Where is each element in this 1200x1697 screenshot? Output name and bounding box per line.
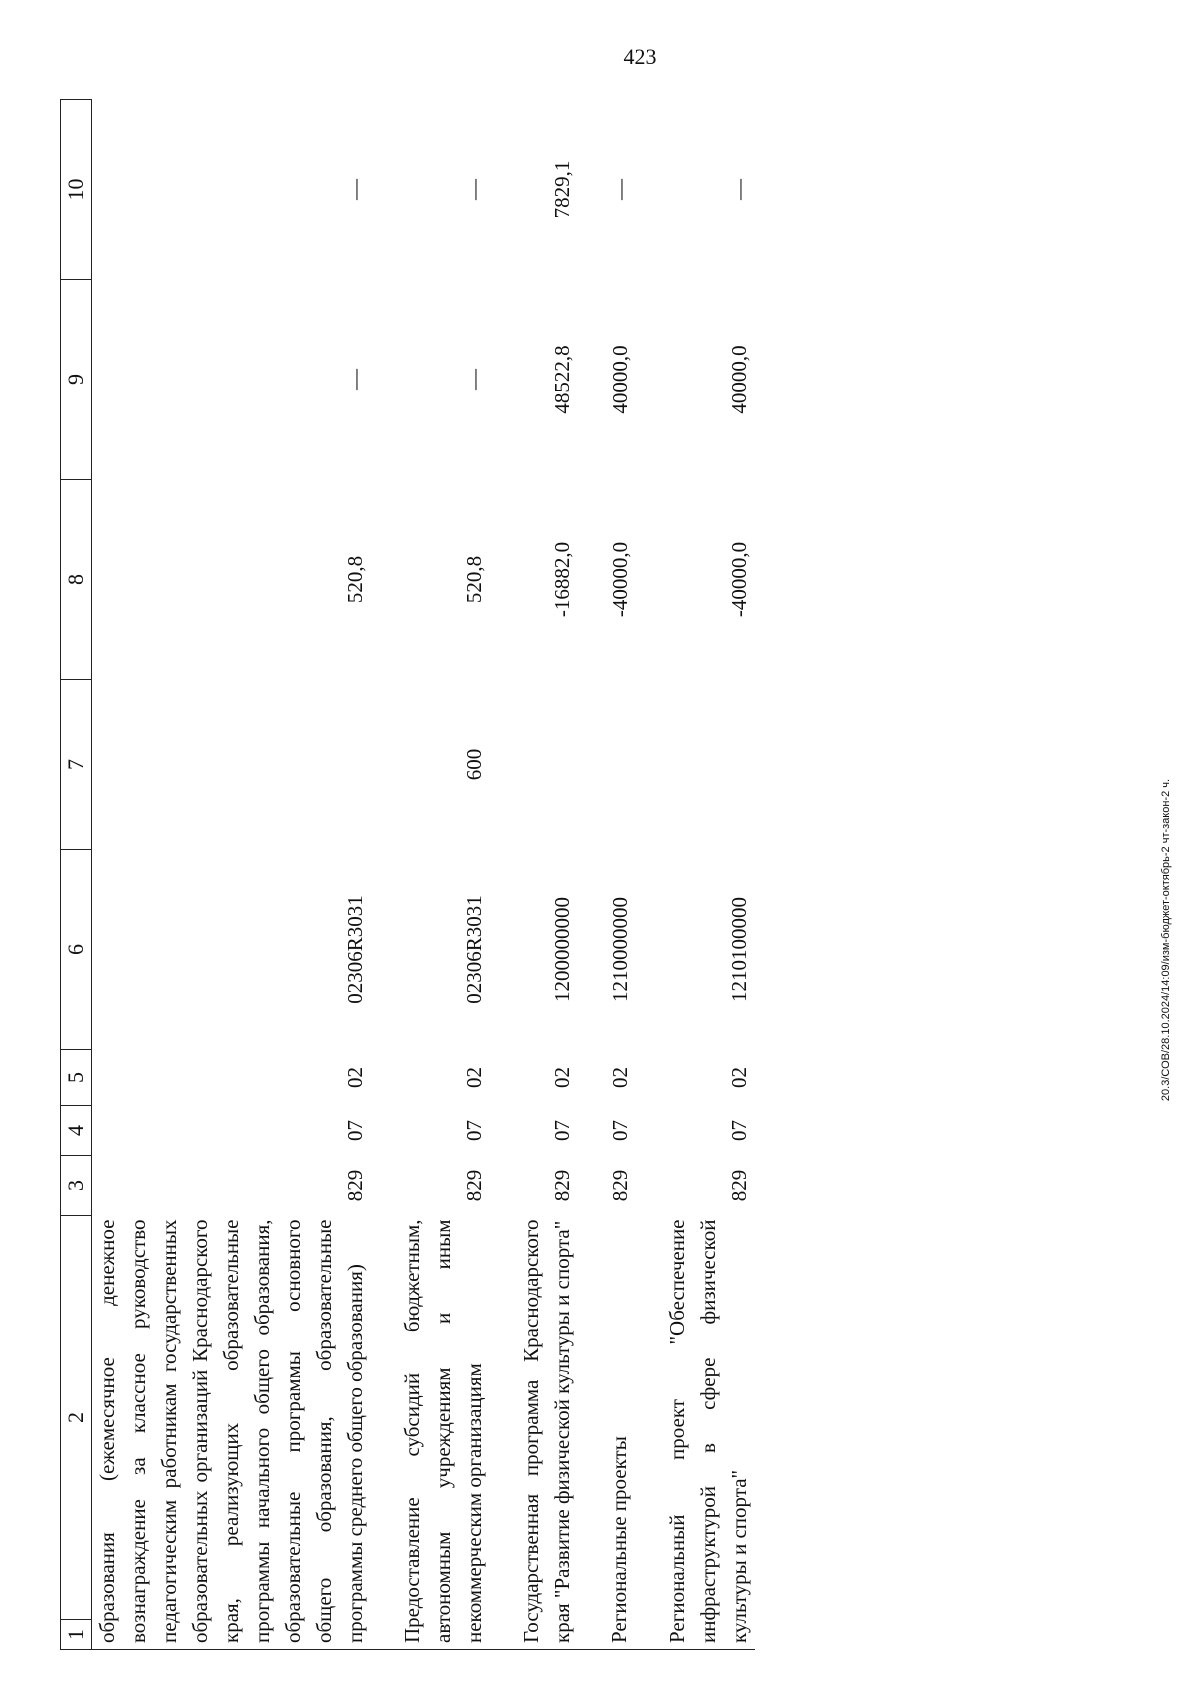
footer-note: 20.3/СОВ/28.10.2024/14:09/изм-бюджет-октябрь-2 чт-закон-2 ч. [1160,778,1172,1102]
header-cell: 9 [61,280,92,480]
cell-c9: — [343,369,367,390]
cell-c9: 48522,8 [550,345,574,414]
cell-c8: 520,8 [462,555,486,604]
page-number: 423 [623,44,657,69]
cell-c6: 1210000000 [608,897,632,1002]
row-name: Региональный проект "Обеспечение инфраструктурой в сфере физической культуры и спорта" [662,1216,755,1650]
cell-c3: 829 [727,1169,751,1202]
cell-c5: 02 [550,1067,574,1088]
cell-c7 [662,680,755,850]
cell-c5: 02 [608,1067,632,1088]
cell-c6: 02306R3031 [462,895,486,1004]
cell-c9: — [462,369,486,390]
cell-c8: -40000,0 [608,541,632,618]
rotated-table-area [60,70,980,1650]
cell-c3: 829 [608,1169,632,1202]
cell-c5: 02 [727,1067,751,1088]
table-row [397,100,490,1650]
cell-c7: 600 [462,748,486,781]
row-name: Предоставление субсидий бюджетным, автономным учреждениям и иным некоммерческим организациям [397,1216,490,1650]
cell-c6: 1210100000 [727,897,751,1002]
header-cell: 10 [61,100,92,280]
cell-c10: — [608,179,632,200]
cell-c4: 07 [343,1120,367,1141]
cell-c7 [516,680,578,850]
table-header-row [61,100,92,1650]
cell-c5: 02 [462,1067,486,1088]
table-row [516,100,578,1650]
cell-c4: 07 [462,1120,486,1141]
cell-c10: 7829,1 [550,160,574,219]
table-row [604,100,636,1650]
cell-c10: — [727,179,751,200]
cell-c6: 1200000000 [550,897,574,1002]
cell-c7 [92,680,372,850]
header-cell: 7 [61,680,92,850]
table-row [662,100,755,1650]
header-cell: 3 [61,1156,92,1216]
cell-c10: — [462,179,486,200]
header-cell: 2 [61,1216,92,1620]
cell-c5: 02 [343,1067,367,1088]
header-cell: 5 [61,1050,92,1106]
row-name: Государственная программа Краснодарского края "Развитие физической культуры и спорта" [516,1216,578,1650]
header-cell: 8 [61,480,92,680]
cell-c4: 07 [608,1120,632,1141]
cell-c4: 07 [727,1120,751,1141]
cell-c8: -16882,0 [550,541,574,618]
cell-c6: 02306R3031 [343,895,367,1004]
header-cell: 1 [61,1620,92,1650]
cell-c3: 829 [462,1169,486,1202]
cell-c4: 07 [550,1120,574,1141]
budget-table [60,99,755,1650]
cell-c9: 40000,0 [727,345,751,414]
cell-c3: 829 [343,1169,367,1202]
row-name: Региональные проекты [604,1216,636,1650]
cell-c8: 520,8 [343,555,367,604]
cell-c3: 829 [550,1169,574,1202]
header-cell: 6 [61,850,92,1050]
cell-c9: 40000,0 [608,345,632,414]
cell-c8: -40000,0 [727,541,751,618]
cell-c10: — [343,179,367,200]
row-name: образования (ежемесячное денежное вознаграждение за классное руководство педагогическим работникам государственных образовательных организаций Краснодарского края, реализующих образовательные программы начального общего образования, образовательные программы основного общего образования, образовательные программы среднего общего образования) [92,1216,372,1650]
header-cell: 4 [61,1106,92,1156]
cell-c7 [604,680,636,850]
table-row [92,100,372,1650]
